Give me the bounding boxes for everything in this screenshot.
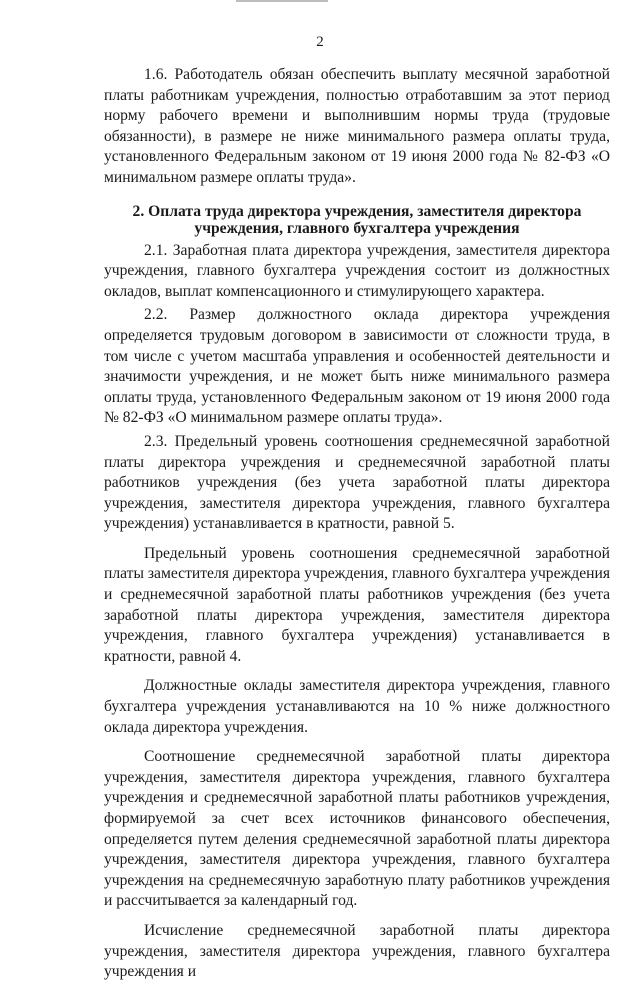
document-body: [104, 65, 610, 983]
paragraph-limit-deputy: Предельный уровень соотношения среднемесячной заработной платы заместителя директора учреждения, главного бухгалтера учреждения и среднемесячной заработной платы работников учреждения (без учета заработной платы директора учреждения, заместителя директора учреждения, главного бухгалтера учреждения) устанавливается в кратности, равной 4.: [104, 544, 610, 665]
paragraph-ratio: Соотношение среднемесячной заработной платы директора учреждения, заместителя директора учреждения, главного бухгалтера учреждения и среднемесячной заработной платы работников учреждения, формируемой за счет всех источников финансового обеспечения, определяется путем деления среднемесячной заработной платы директора учреждения, заместителя директора учреждения, главного бухгалтера учреждения на среднемесячную заработную плату работников учреждения и рассчитывается за календарный год.: [104, 748, 610, 910]
paragraph-calculation: Исчисление среднемесячной заработной платы директора учреждения, заместителя директора учреждения, главного бухгалтера учреждения и: [104, 921, 610, 981]
paragraph-1-6: 1.6. Работодатель обязан обеспечить выплату месячной заработной платы работникам учреждения, полностью отработавшим за этот период норму рабочего времени и выполнившим нормы труда (трудовые обязанности), в размере не ниже минимального размера оплаты труда, установленного Федеральным законом от 19 июня 2000 года № 82-ФЗ «О минимальном размере оплаты труда».: [104, 66, 610, 186]
section-heading: 2. Оплата труда директора учреждения, заместителя директора учреждения, главного бухгалтера учреждения: [132, 202, 582, 237]
page-number: 2: [316, 34, 324, 50]
top-edge-mark: [236, 0, 328, 2]
paragraph-salary-deputy: Должностные оклады заместителя директора учреждения, главного бухгалтера учреждения устанавливаются на 10 % ниже должностного оклада директора учреждения.: [104, 677, 610, 736]
paragraph-2-3: 2.3. Предельный уровень соотношения среднемесячной заработной платы директора учреждения и среднемесячной заработной платы работников учреждения (без учета заработной платы директора учреждения, заместителя директора учреждения, главного бухгалтера учреждения) устанавливается в кратности, равной 5.: [104, 432, 610, 533]
paragraph-2-1: 2.1. Заработная плата директора учреждения, заместителя директора учреждения, главного бухгалтера учреждения состоит из должностных окладов, выплат компенсационного и стимулирующего характера.: [104, 241, 610, 300]
paragraph-2-2: 2.2. Размер должностного оклада директора учреждения определяется трудовым договором в зависимости от сложности труда, в том числе с учетом масштаба управления и особенностей деятельности и значимости учреждения, и не может быть ниже минимального размера оплаты труда, установленного Федеральным законом от 19 июня 2000 года № 82-ФЗ «О минимальном размере оплаты труда».: [104, 306, 610, 427]
